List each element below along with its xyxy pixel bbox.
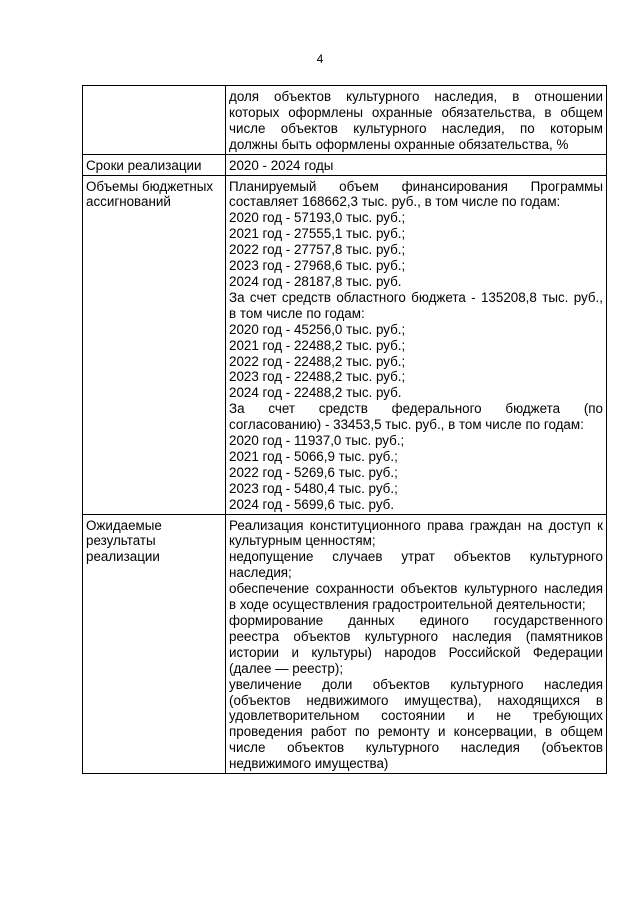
row-value-cell xyxy=(226,514,607,774)
text-line: 2021 год - 22488,2 тыс. руб.; xyxy=(229,337,406,353)
row-value-cell xyxy=(226,86,607,155)
row-label-cell: Сроки реализации xyxy=(83,154,226,175)
text-line: истории и культуры) народов Российской Федерации xyxy=(229,644,603,660)
text-line: 2022 год - 27757,8 тыс. руб.; xyxy=(229,242,406,258)
passport-table-body xyxy=(83,86,607,774)
text-line: удовлетворительном состоянии и не требующих xyxy=(229,708,603,724)
text-line: 2023 год - 22488,2 тыс. руб.; xyxy=(229,369,406,385)
text-line: 2024 год - 22488,2 тыс. руб. xyxy=(229,385,402,401)
text-line: культурным ценностям; xyxy=(229,533,376,549)
text-line: 2020 год - 11937,0 тыс. руб.; xyxy=(229,433,405,449)
text-line: За счет средств областного бюджета - 135208,8 тыс. руб., xyxy=(229,289,603,305)
text-line: доля объектов культурного наследия, в отношении xyxy=(229,89,603,104)
text-line: 2020 год - 45256,0 тыс. руб.; xyxy=(229,321,406,337)
table-row xyxy=(83,514,607,774)
text-line: наследия; xyxy=(229,565,292,581)
table-row xyxy=(83,154,607,175)
text-line: Реализация конституционного права граждан на доступ к xyxy=(229,517,603,533)
table-row xyxy=(83,86,607,155)
text-line: 2020 год - 57193,0 тыс. руб.; xyxy=(229,210,406,226)
text-line: в ходе осуществления градостроительной деятельности; xyxy=(229,597,586,613)
row-label-cell: Ожидаемые результаты реализации xyxy=(83,514,226,774)
text-line: недвижимого имущества) xyxy=(229,756,389,772)
text-line: (далее — реестр); xyxy=(229,660,344,676)
text-line: 2021 год - 27555,1 тыс. руб.; xyxy=(229,226,406,242)
passport-table xyxy=(82,85,607,774)
text-line: недопущение случаев утрат объектов культурного xyxy=(229,549,603,565)
text-line: За счет средств федерального бюджета (по xyxy=(229,401,603,417)
text-line: числе объектов культурного наследия (объектов xyxy=(229,740,603,756)
table-row xyxy=(83,175,607,514)
text-line: 2024 год - 28187,8 тыс. руб. xyxy=(229,273,402,289)
text-line: должны быть оформлены охранные обязательства, % xyxy=(229,136,569,152)
text-line: составляет 168662,3 тыс. руб., в том числе по годам: xyxy=(229,194,561,210)
text-line: Планируемый объем финансирования Программы xyxy=(229,178,603,194)
text-line: которых оформлены охранные обязательства, в общем xyxy=(229,104,603,120)
text-line: (объектов недвижимого имущества), находящихся в xyxy=(229,692,603,708)
text-line: 2024 год - 5699,6 тыс. руб. xyxy=(229,496,395,512)
text-line: увеличение доли объектов культурного наследия xyxy=(229,676,603,692)
text-line: реестра объектов культурного наследия (памятников xyxy=(229,628,603,644)
row-value-cell xyxy=(226,175,607,514)
text-line: обеспечение сохранности объектов культурного наследия xyxy=(229,581,603,597)
text-line: 2022 год - 22488,2 тыс. руб.; xyxy=(229,353,406,369)
text-line: 2021 год - 5066,9 тыс. руб.; xyxy=(229,448,398,464)
text-line: в том числе по годам: xyxy=(229,305,365,321)
text-line: 2020 - 2024 годы xyxy=(229,157,334,173)
text-line: 2022 год - 5269,6 тыс. руб.; xyxy=(229,464,398,480)
row-label-cell: Объемы бюджетных ассигнований xyxy=(83,175,226,514)
text-line: числе объектов культурного наследия, по которым xyxy=(229,120,603,136)
text-line: согласованию) - 33453,5 тыс. руб., в том числе по годам: xyxy=(229,417,584,433)
page-number: 4 xyxy=(316,52,324,66)
text-line: проведения работ по ремонту и консервации, в общем xyxy=(229,724,603,740)
row-label-cell xyxy=(83,86,226,155)
row-value-cell xyxy=(226,154,607,175)
text-line: формирование данных единого государственного xyxy=(229,613,603,628)
text-line: 2023 год - 5480,4 тыс. руб.; xyxy=(229,480,398,496)
text-line: 2023 год - 27968,6 тыс. руб.; xyxy=(229,258,406,274)
